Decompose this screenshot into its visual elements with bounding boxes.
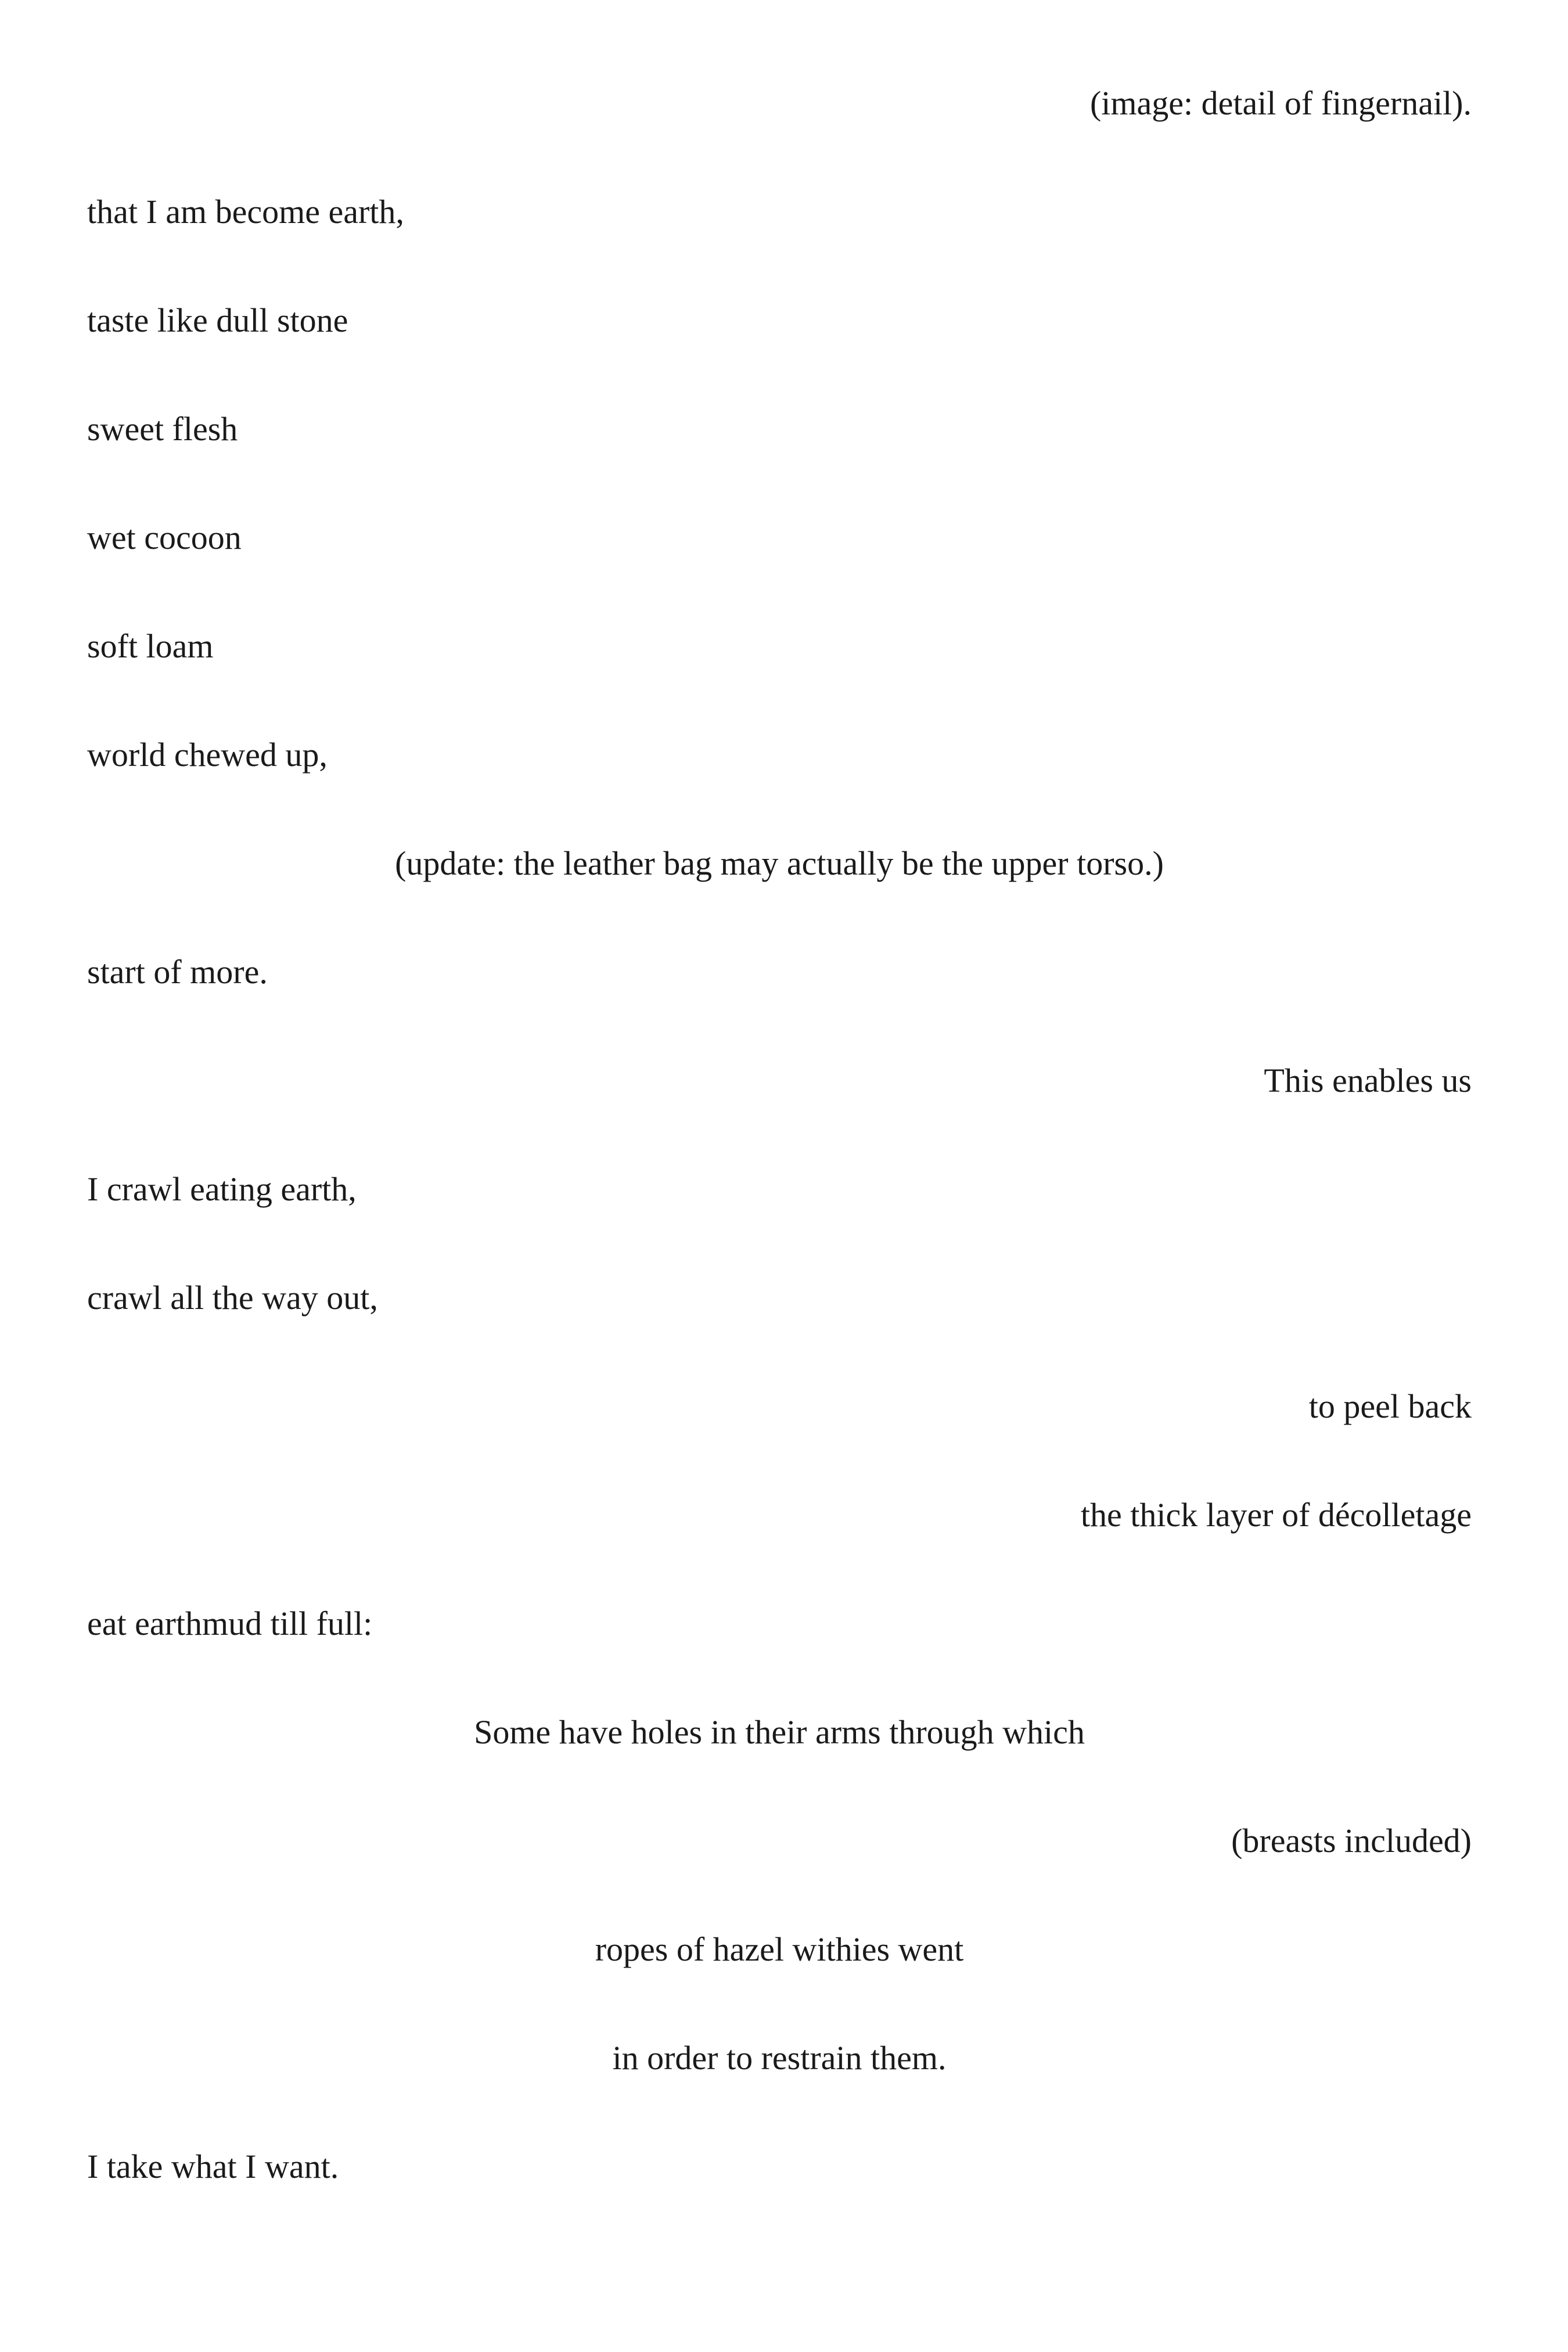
poem-line-1: (image: detail of fingernail). xyxy=(1089,84,1472,122)
poem-line-11: I crawl eating earth, xyxy=(87,1170,357,1208)
poem-line-4: sweet flesh xyxy=(87,410,238,448)
poem-line-6: soft loam xyxy=(87,627,214,665)
poem-line-16: Some have holes in their arms through which xyxy=(474,1713,1085,1751)
poem-line-10: This enables us xyxy=(1264,1062,1472,1099)
poem-line-12: crawl all the way out, xyxy=(87,1279,378,1317)
poem-line-18: ropes of hazel withies went xyxy=(595,1930,964,1968)
poem-line-14: the thick layer of décolletage xyxy=(1080,1496,1472,1534)
poem-line-17: (breasts included) xyxy=(1231,1822,1472,1860)
poem-line-9: start of more. xyxy=(87,953,268,991)
poem-line-13: to peel back xyxy=(1308,1387,1472,1425)
poem-line-15: eat earthmud till full: xyxy=(87,1605,373,1642)
poem-line-5: wet cocoon xyxy=(87,519,242,556)
poem-line-19: in order to restrain them. xyxy=(612,2039,947,2077)
poem-line-8: (update: the leather bag may actually be the upper torso.) xyxy=(395,844,1164,882)
poem-line-7: world chewed up, xyxy=(87,736,328,774)
poem-line-20: I take what I want. xyxy=(87,2148,339,2185)
poem-line-2: that I am become earth, xyxy=(87,193,404,231)
poem-line-3: taste like dull stone xyxy=(87,301,348,339)
